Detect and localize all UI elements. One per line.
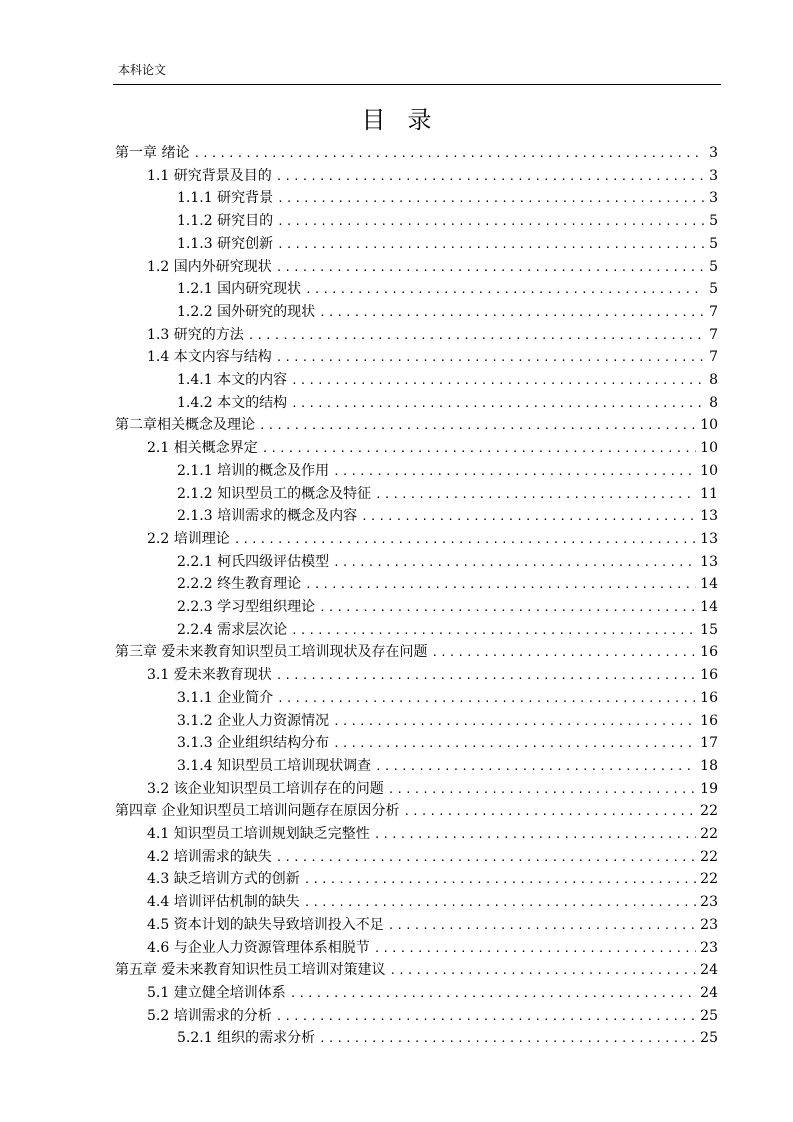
toc-entry-label: 第五章 爱未来教育知识性员工培训对策建议 — [115, 962, 386, 979]
toc-entry-page: 10 — [700, 417, 718, 434]
toc-entry[interactable] — [147, 891, 718, 914]
toc-leader-dots — [277, 187, 704, 210]
toc-entry-page: 8 — [709, 394, 718, 411]
toc-title-char-1: 目 — [361, 106, 386, 134]
toc-entry-label: 第一章 绪论 — [115, 145, 190, 161]
toc-entry-page: 19 — [700, 780, 718, 797]
toc-entry-label: 2.2.4 需求层次论 — [177, 621, 288, 638]
toc-entry-page: 10 — [700, 440, 718, 457]
header-rule — [113, 84, 721, 85]
toc-entry-label: 4.2 培训需求的缺失 — [147, 848, 272, 865]
toc-entry-page: 10 — [700, 462, 718, 479]
toc-leader-dots — [388, 914, 696, 937]
toc-leader-dots — [333, 732, 696, 755]
toc-entry[interactable] — [115, 800, 718, 823]
toc-entry[interactable] — [177, 301, 718, 324]
toc-entry-page: 7 — [709, 349, 718, 366]
toc-entry-label: 1.1.2 研究目的 — [177, 213, 274, 230]
toc-leader-dots — [234, 528, 696, 551]
toc-entry-page: 22 — [700, 871, 718, 888]
toc-leader-dots — [277, 687, 696, 710]
toc-entry[interactable] — [147, 982, 718, 1005]
toc-entry[interactable] — [147, 324, 718, 347]
toc-entry[interactable] — [147, 868, 718, 891]
toc-leader-dots — [277, 233, 704, 256]
toc-entry-label: 4.6 与企业人力资源管理体系相脱节 — [147, 939, 370, 956]
toc-entry[interactable] — [177, 551, 718, 574]
toc-entry-label: 5.2 培训需求的分析 — [147, 1007, 272, 1024]
toc-entry[interactable] — [147, 256, 718, 279]
toc-entry-page: 3 — [709, 190, 718, 207]
toc-entry-page: 18 — [700, 757, 718, 774]
toc-entry-page: 22 — [700, 803, 718, 820]
toc-leader-dots — [305, 573, 696, 596]
toc-entry-page: 15 — [700, 621, 718, 638]
toc-entry-label: 1.2 国内外研究现状 — [147, 258, 272, 275]
toc-entry-page: 23 — [700, 894, 718, 911]
toc-entry[interactable] — [177, 460, 718, 483]
toc-leader-dots — [290, 982, 696, 1005]
toc-entry-label: 第四章 企业知识型员工培训问题存在原因分析 — [115, 803, 400, 820]
toc-entry-label: 2.1.2 知识型员工的概念及特征 — [177, 485, 372, 502]
toc-entry-page: 24 — [700, 984, 718, 1001]
toc-entry-label: 1.1 研究背景及目的 — [147, 167, 272, 184]
toc-entry-label: 3.1.1 企业简介 — [177, 689, 274, 706]
toc-entry-page: 22 — [700, 826, 718, 842]
toc-entry[interactable] — [147, 528, 718, 551]
toc-entry-page: 16 — [700, 712, 718, 729]
toc-entry-label: 3.2 该企业知识型员工培训存在的问题 — [147, 780, 384, 797]
toc-leader-dots — [276, 664, 696, 687]
toc-entry-page: 17 — [700, 735, 718, 752]
toc-entry-page: 16 — [700, 644, 718, 661]
page-header: 本科论文 — [118, 63, 167, 77]
toc-entry-page: 23 — [700, 939, 718, 956]
toc-entry-page: 3 — [709, 167, 718, 184]
toc-leader-dots — [259, 414, 696, 437]
toc-entry[interactable] — [147, 823, 718, 846]
toc-entry-label: 2.1 相关概念界定 — [147, 440, 258, 457]
toc-entry-page: 3 — [709, 145, 718, 161]
toc-entry-page: 25 — [700, 1030, 718, 1047]
toc-entry-label: 第二章相关概念及理论 — [115, 417, 255, 434]
toc-entry[interactable] — [147, 914, 718, 937]
toc-entry-label: 1.1.3 研究创新 — [177, 235, 274, 252]
toc-entry-label: 3.1.3 企业组织结构分布 — [177, 735, 330, 752]
toc-entry[interactable] — [147, 1005, 718, 1028]
toc-entry[interactable] — [147, 846, 718, 869]
toc-entry[interactable] — [177, 732, 718, 755]
toc-entry[interactable] — [177, 187, 718, 210]
toc-leader-dots — [333, 710, 696, 733]
toc-leader-dots — [276, 1005, 696, 1028]
toc-leader-dots — [375, 755, 696, 778]
toc-entry[interactable] — [147, 165, 718, 188]
toc-entry-page: 24 — [700, 962, 718, 979]
toc-entry-page: 14 — [700, 599, 718, 615]
toc-entry-page: 14 — [700, 576, 718, 593]
toc-entry-label: 第三章 爱未来教育知识型员工培训现状及存在问题 — [115, 644, 428, 661]
toc-leader-dots — [333, 460, 696, 483]
toc-leader-dots — [361, 505, 696, 528]
toc-title — [0, 100, 793, 135]
toc-leader-dots — [403, 800, 696, 823]
toc-entry-page: 13 — [700, 508, 718, 525]
toc-entry-label: 4.5 资本计划的缺失导致培训投入不足 — [147, 916, 384, 933]
toc-entry-label: 2.2.2 终生教育理论 — [177, 576, 302, 593]
toc-leader-dots — [291, 619, 696, 642]
toc-entry-page: 11 — [700, 485, 718, 502]
toc-entry-label: 2.1.3 培训需求的概念及内容 — [177, 508, 358, 525]
toc-entry-page: 7 — [709, 303, 718, 320]
toc-entry[interactable] — [147, 664, 718, 687]
toc-leader-dots — [375, 483, 696, 506]
toc-entry-page: 5 — [709, 235, 718, 252]
toc-leader-dots — [291, 392, 704, 415]
toc-entry[interactable] — [115, 959, 718, 982]
toc-leader-dots — [291, 369, 704, 392]
toc-entry-page: 13 — [700, 530, 718, 547]
toc-entry-page: 5 — [709, 281, 718, 298]
toc-leader-dots — [276, 846, 696, 869]
toc-leader-dots — [304, 891, 696, 914]
toc-entry-page: 13 — [700, 553, 718, 570]
toc-leader-dots — [431, 641, 696, 664]
toc-leader-dots — [277, 210, 704, 233]
toc-entry-page: 25 — [700, 1007, 718, 1024]
toc-entry[interactable] — [147, 778, 718, 801]
toc-entry[interactable] — [147, 937, 718, 960]
toc-entry[interactable] — [177, 573, 718, 596]
toc-entry[interactable] — [177, 596, 718, 619]
toc-leader-dots — [374, 823, 696, 846]
toc-leader-dots — [305, 278, 704, 301]
toc-leader-dots — [333, 551, 696, 574]
toc-entry-page: 8 — [709, 372, 718, 388]
toc-entry-page: 5 — [709, 213, 718, 230]
toc-entry[interactable] — [177, 233, 718, 256]
toc-entry[interactable] — [115, 641, 718, 664]
toc-leader-dots — [374, 937, 696, 960]
toc-leader-dots — [276, 165, 704, 188]
toc-entry[interactable] — [147, 346, 718, 369]
toc-entry-page: 7 — [709, 326, 718, 343]
toc-entry[interactable] — [177, 619, 718, 642]
toc-entry-page: 16 — [700, 667, 718, 684]
toc-leader-dots — [276, 346, 704, 369]
toc-entry-label: 4.1 知识型员工培训规划缺乏完整性 — [147, 826, 370, 842]
toc-entry[interactable] — [177, 755, 718, 778]
toc-entry[interactable] — [177, 687, 718, 710]
toc-entry-label: 2.1.1 培训的概念及作用 — [177, 462, 330, 479]
toc-entry-page: 23 — [700, 916, 718, 933]
toc-entry[interactable] — [177, 505, 718, 528]
toc-entry[interactable] — [147, 437, 718, 460]
toc-leader-dots — [193, 142, 704, 165]
toc-entry-label: 3.1 爱未来教育现状 — [147, 667, 272, 684]
toc-entry[interactable] — [177, 369, 718, 392]
toc-leader-dots — [262, 437, 696, 460]
toc-entry-label: 1.2.2 国外研究的现状 — [177, 303, 316, 320]
toc-entry[interactable] — [177, 710, 718, 733]
toc-entry-label: 4.4 培训评估机制的缺失 — [147, 894, 300, 911]
toc-leader-dots — [319, 1027, 696, 1050]
toc-entry-label: 5.1 建立健全培训体系 — [147, 984, 286, 1001]
toc-title-char-2: 录 — [407, 106, 432, 134]
toc-entry-page: 22 — [700, 848, 718, 865]
toc-entry-label: 4.3 缺乏培训方式的创新 — [147, 871, 300, 888]
toc-entry[interactable] — [177, 392, 718, 415]
toc-entry[interactable] — [177, 483, 718, 506]
toc-entry-label: 1.4.1 本文的内容 — [177, 372, 288, 388]
toc-entry-label: 1.4.2 本文的结构 — [177, 394, 288, 411]
toc-entry-label: 2.2 培训理论 — [147, 530, 230, 547]
toc-entry-label: 1.3 研究的方法 — [147, 326, 244, 343]
toc-entry-label: 5.2.1 组织的需求分析 — [177, 1030, 316, 1047]
toc-leader-dots — [319, 301, 704, 324]
toc-leader-dots — [319, 596, 696, 619]
toc-leader-dots — [389, 959, 696, 982]
toc-leader-dots — [304, 868, 696, 891]
toc-entry-label: 1.4 本文内容与结构 — [147, 349, 272, 366]
toc-entry-label: 1.2.1 国内研究现状 — [177, 281, 302, 298]
toc-entry-label: 3.1.2 企业人力资源情况 — [177, 712, 330, 729]
toc-leader-dots — [276, 256, 704, 279]
toc-entry-label: 2.2.1 柯氏四级评估模型 — [177, 553, 330, 570]
toc-entry[interactable] — [115, 414, 718, 437]
toc-entry-page: 16 — [700, 689, 718, 706]
toc-entry-label: 3.1.4 知识型员工培训现状调查 — [177, 757, 372, 774]
toc-entry[interactable] — [177, 278, 718, 301]
toc-leader-dots — [248, 324, 704, 347]
toc-entry[interactable] — [177, 210, 718, 233]
toc-entry-page: 5 — [709, 258, 718, 275]
toc-entry[interactable] — [115, 142, 718, 165]
toc-leader-dots — [388, 778, 696, 801]
toc-entry-label: 2.2.3 学习型组织理论 — [177, 599, 316, 615]
toc-entry-label: 1.1.1 研究背景 — [177, 190, 274, 207]
toc-entry[interactable] — [177, 1027, 718, 1050]
